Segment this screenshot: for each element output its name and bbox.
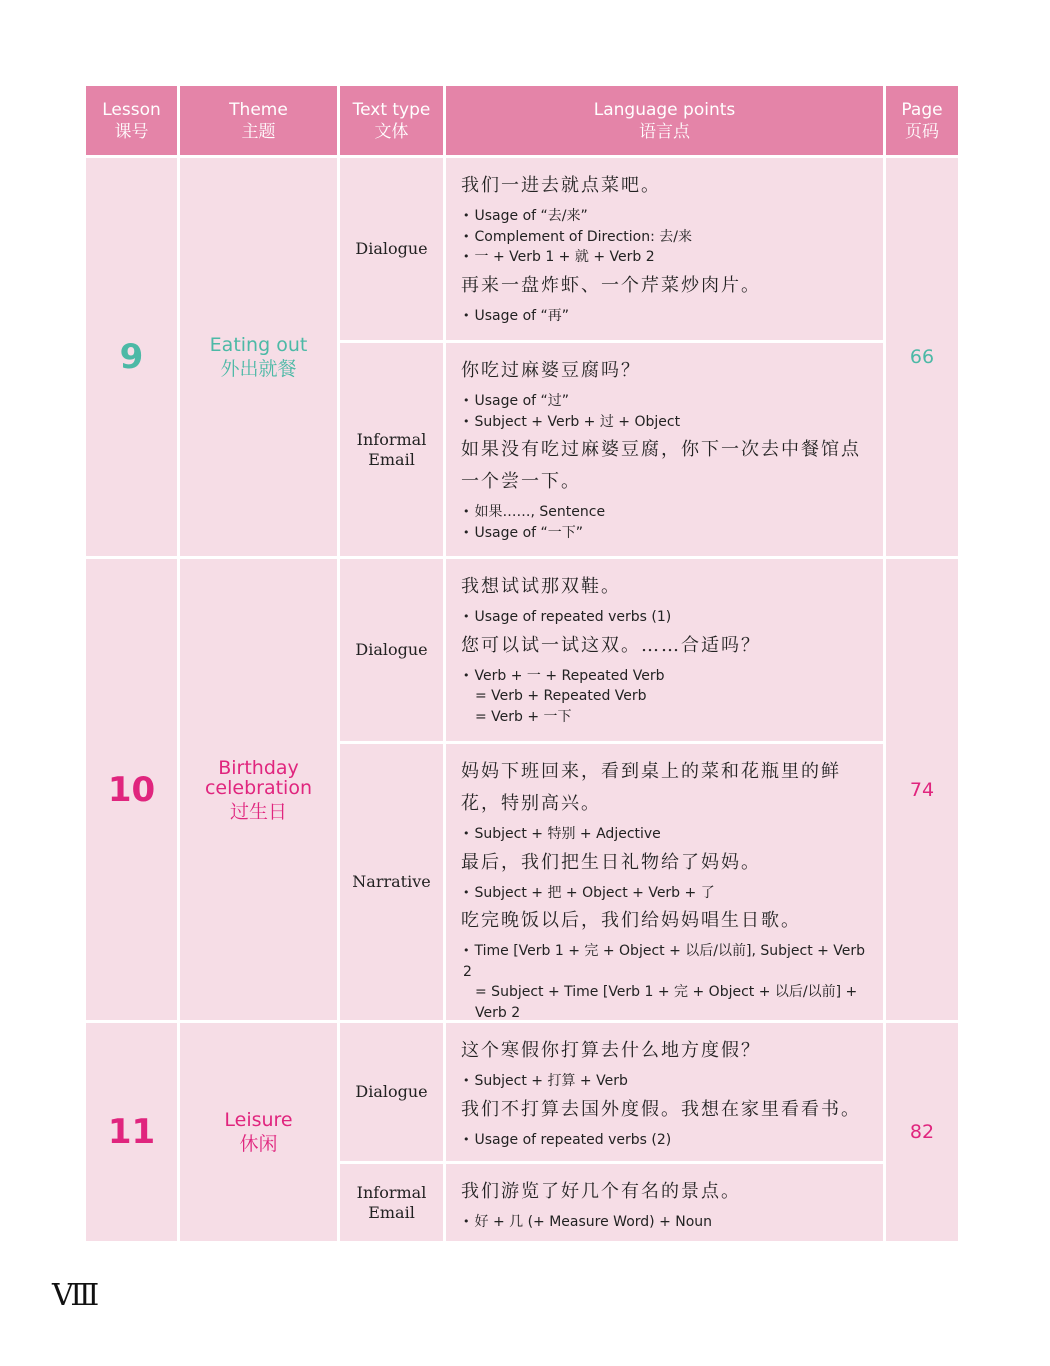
text-type-label: Dialogue [355,1082,428,1101]
page-value: 74 [909,778,935,801]
grammar-point: • 好 + 几 (+ Measure Word) + Noun [461,1212,873,1233]
grammar-point-continued: = Subject + Time [Verb 1 + 完 + Object + 以后/以前] + Verb 2 [475,984,858,1021]
grammar-point: • Subject + 特别 + Adjective [461,824,873,845]
grammar-point-continued: = Verb + Repeated Verb [475,688,647,704]
text-type-label: Informal [356,1182,427,1202]
lesson-number-9 [86,158,177,556]
header-language-points [446,86,883,155]
header-lesson-en: Lesson [102,99,161,120]
header-text-type-zh: 文体 [374,121,409,142]
text-type-label: Dialogue [355,239,428,258]
language-points-9-2 [446,343,883,556]
header-language-points-zh: 语言点 [639,121,690,142]
grammar-point: • 如果……, Sentence [461,502,873,523]
text-type-label: Informal [356,429,427,449]
example-sentence: 你吃过麻婆豆腐吗？ [461,360,641,381]
theme-en: Eating out [209,334,308,356]
grammar-point: • Complement of Direction: 去/来 [461,227,873,248]
grammar-point: • Usage of repeated verbs (1) [461,607,873,628]
grammar-point: • Usage of repeated verbs (2) [461,1130,873,1151]
header-theme-zh: 主题 [241,121,276,142]
example-sentence: 我想试试那双鞋。 [461,576,621,597]
text-type-label: Email [368,449,415,469]
header-lesson [86,86,177,155]
page-value: 82 [909,1121,935,1143]
theme-zh: 外出就餐 [220,358,297,380]
grammar-point: • Subject + Verb + 过 + Object [461,412,873,433]
header-text-type-en: Text type [352,99,431,120]
language-points-9-1 [446,158,883,340]
grammar-point: • Usage of “一下” [461,523,873,544]
page-number-11 [886,1023,958,1241]
text-type-10-2 [340,744,443,1020]
theme-zh: 休闲 [239,1133,278,1155]
page-footer-number: Ⅷ [52,1278,97,1313]
grammar-point: • Usage of “过” [461,391,873,412]
grammar-point: • Verb + 一 + Repeated Verb [461,666,873,687]
text-type-label: Dialogue [355,640,428,659]
grammar-point: • Subject + 把 + Object + Verb + 了 [461,883,873,904]
lesson-number: 11 [107,1112,156,1152]
header-theme [180,86,337,155]
text-type-label: Narrative [352,872,431,891]
text-type-10-1 [340,559,443,741]
page-number-9 [886,158,958,556]
example-sentence: 再来一盘炸虾、一个芹菜炒肉片。 [461,274,761,296]
example-sentence: 我们游览了好几个有名的景点。 [461,1181,741,1202]
grammar-point: • Usage of “再” [461,306,873,327]
example-sentence: 我们不打算去国外度假。我想在家里看看书。 [461,1098,861,1120]
example-sentence: 您可以试一试这双。……合适吗？ [461,634,761,656]
example-sentence: 这个寒假你打算去什么地方度假？ [461,1040,761,1061]
theme-en: Birthday celebration [204,756,312,799]
lesson-theme-11 [180,1023,337,1241]
text-type-11-1 [340,1023,443,1161]
theme-en: Leisure [224,1109,293,1131]
example-sentence: 最后，我们把生日礼物给了妈妈。 [461,851,761,873]
text-type-9-1 [340,158,443,340]
lesson-number-10 [86,559,177,1020]
lesson-theme-10 [180,559,337,1020]
header-page [886,86,958,155]
language-points-10-2 [446,744,883,1020]
lesson-theme-9 [180,158,337,556]
grammar-point: • Time [Verb 1 + 完 + Object + 以后/以前], Subject + Verb 2 [461,941,873,982]
lesson-number-11 [86,1023,177,1241]
header-page-en: Page [901,99,943,120]
example-sentence: 如果没有吃过麻婆豆腐，你下一次去中餐馆点一个尝一下。 [461,439,861,492]
lesson-number: 9 [119,337,144,377]
theme-zh: 过生日 [229,800,287,823]
example-sentence: 我们一进去就点菜吧。 [461,175,661,196]
header-text-type [340,86,443,155]
grammar-point: • 一 + Verb 1 + 就 + Verb 2 [461,247,873,268]
grammar-point-continued: = Verb + 一下 [475,708,572,725]
language-points-10-1 [446,559,883,741]
page-number-10 [886,559,958,1020]
text-type-label: Email [368,1202,415,1222]
text-type-11-2 [340,1164,443,1241]
header-theme-en: Theme [229,99,288,120]
header-lesson-zh: 课号 [114,121,149,142]
text-type-9-2 [340,343,443,556]
language-points-11-2 [446,1164,883,1241]
example-sentence: 吃完晚饭以后，我们给妈妈唱生日歌。 [461,910,801,931]
grammar-point: • Usage of “去/来” [461,206,873,227]
example-sentence: 妈妈下班回来，看到桌上的菜和花瓶里的鲜花，特别高兴。 [461,761,841,814]
lesson-number: 10 [107,769,156,810]
header-page-zh: 页码 [905,121,939,142]
page-value: 66 [909,346,935,368]
header-language-points-en: Language points [593,99,736,120]
grammar-point: • Subject + 打算 + Verb [461,1071,873,1092]
language-points-11-1 [446,1023,883,1161]
contents-table [86,86,958,1241]
